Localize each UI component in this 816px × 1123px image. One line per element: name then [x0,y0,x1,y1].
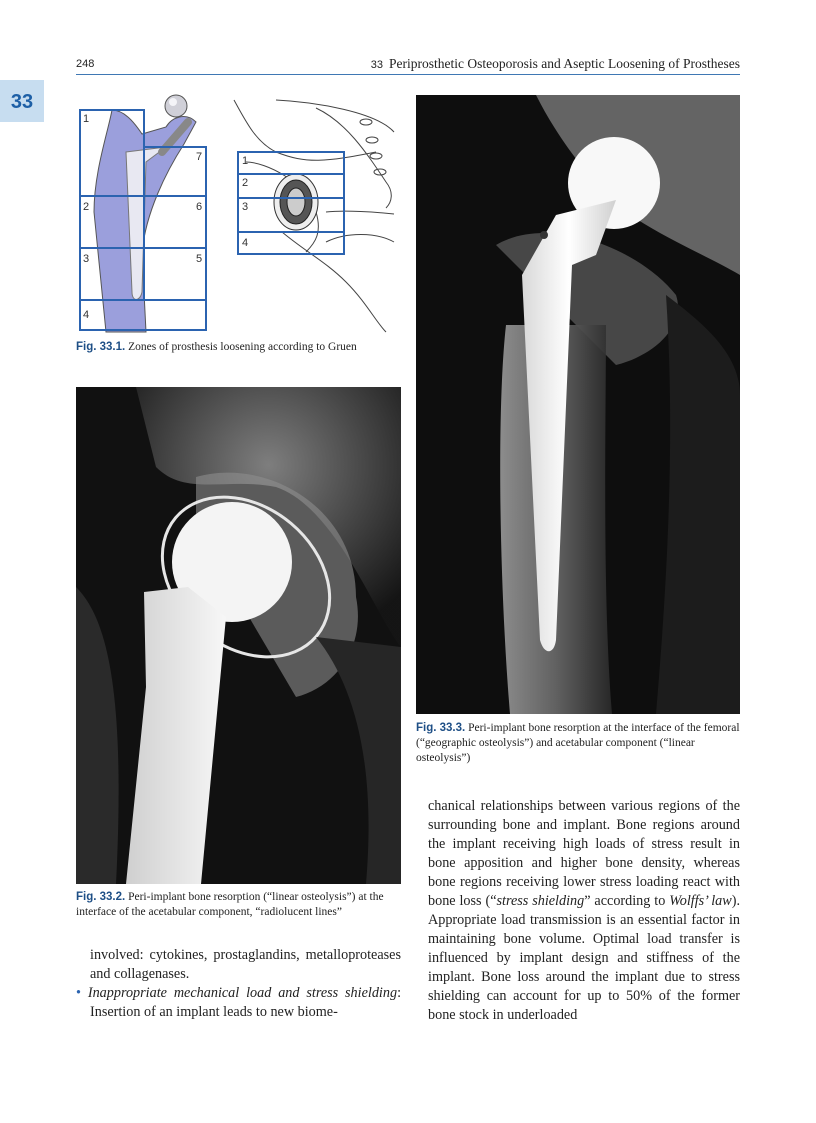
paragraph: involved: cytokines, prostaglandins, metalloproteases and collagenases. [90,947,401,982]
caption-text: Peri-implant bone resorption at the interface of the femoral (“geographic osteolysis”) and acetabular component (“linear osteolysis”) [416,722,740,764]
bullet-icon: • [76,985,81,1001]
chapter-number: 33 [370,59,384,71]
italic-term: stress shielding [496,893,585,909]
femoral-zone-label: 5 [196,253,203,265]
radiograph-image [76,387,401,884]
left-column-text [76,946,401,1022]
header-rule [76,74,740,75]
chapter-title: Periprosthetic Osteoporosis and Aseptic Loosening of Prostheses [389,56,740,71]
bullet-term: Inappropriate mechanical load and stress shielding [87,985,398,1001]
bullet-text: : Insertion of an implant leads to new biome- [90,985,402,1020]
right-column-text [428,797,740,1025]
running-header [76,56,740,74]
text-run: chanical relationships between various regions of the surrounding bone and implant. Bone regions around the implant receiving high loads of stress result in bone apposition and higher bone density, whereas bone regions receiving lower stress loading react with bone loss (“ [428,798,740,909]
femoral-zone-label: 6 [196,201,203,213]
femoral-zone-label: 2 [83,201,90,213]
bullet-item [76,984,401,1022]
chapter-tab: 33 [0,80,44,122]
figure-label: Fig. 33.3. [416,722,466,734]
acetabular-zone-label: 4 [242,237,249,249]
figure-label: Fig. 33.2. [76,891,126,903]
acetabular-component-drawing [234,100,394,332]
figure-33-2-caption [76,890,401,920]
figure-33-3-caption [416,721,740,766]
caption-text: Zones of prosthesis loosening according to Gruen [128,341,357,353]
text-run: ” according to [584,893,670,909]
page-number: 248 [76,58,95,70]
acetabular-zone-label: 3 [242,201,249,213]
femoral-zone-label: 3 [83,253,90,265]
figure-33-2-radiograph [76,387,401,884]
acetabular-zone-label: 2 [242,177,249,189]
caption-text: Peri-implant bone resorption (“linear osteolysis”) at the interface of the acetabular component, “radiolucent lines” [76,891,384,918]
figure-label: Fig. 33.1. [76,341,126,353]
femoral-zone-label: 4 [83,309,90,321]
paragraph [428,797,740,1025]
chapter-heading [371,56,740,72]
femoral-zone-label: 1 [83,113,90,125]
figure-33-3-radiograph [416,95,740,714]
radiograph-image [416,95,740,714]
figure-33-1-caption [76,340,406,355]
italic-term: Wolffs’ law [669,893,732,909]
figure-33-1 [76,92,396,334]
acetabular-zone-label: 1 [242,155,249,167]
text-run: ). Appropriate load transmission is an essential factor in maintaining bone volume. Optimal load transfer is influenced by implant design and stiffness of the implant. Bone loss around the implant due to stress shielding can account for up to 50% of the former bone stock in underloaded [428,893,741,1023]
gruen-zones-diagram [76,92,396,334]
femoral-zone-label: 7 [196,151,203,163]
